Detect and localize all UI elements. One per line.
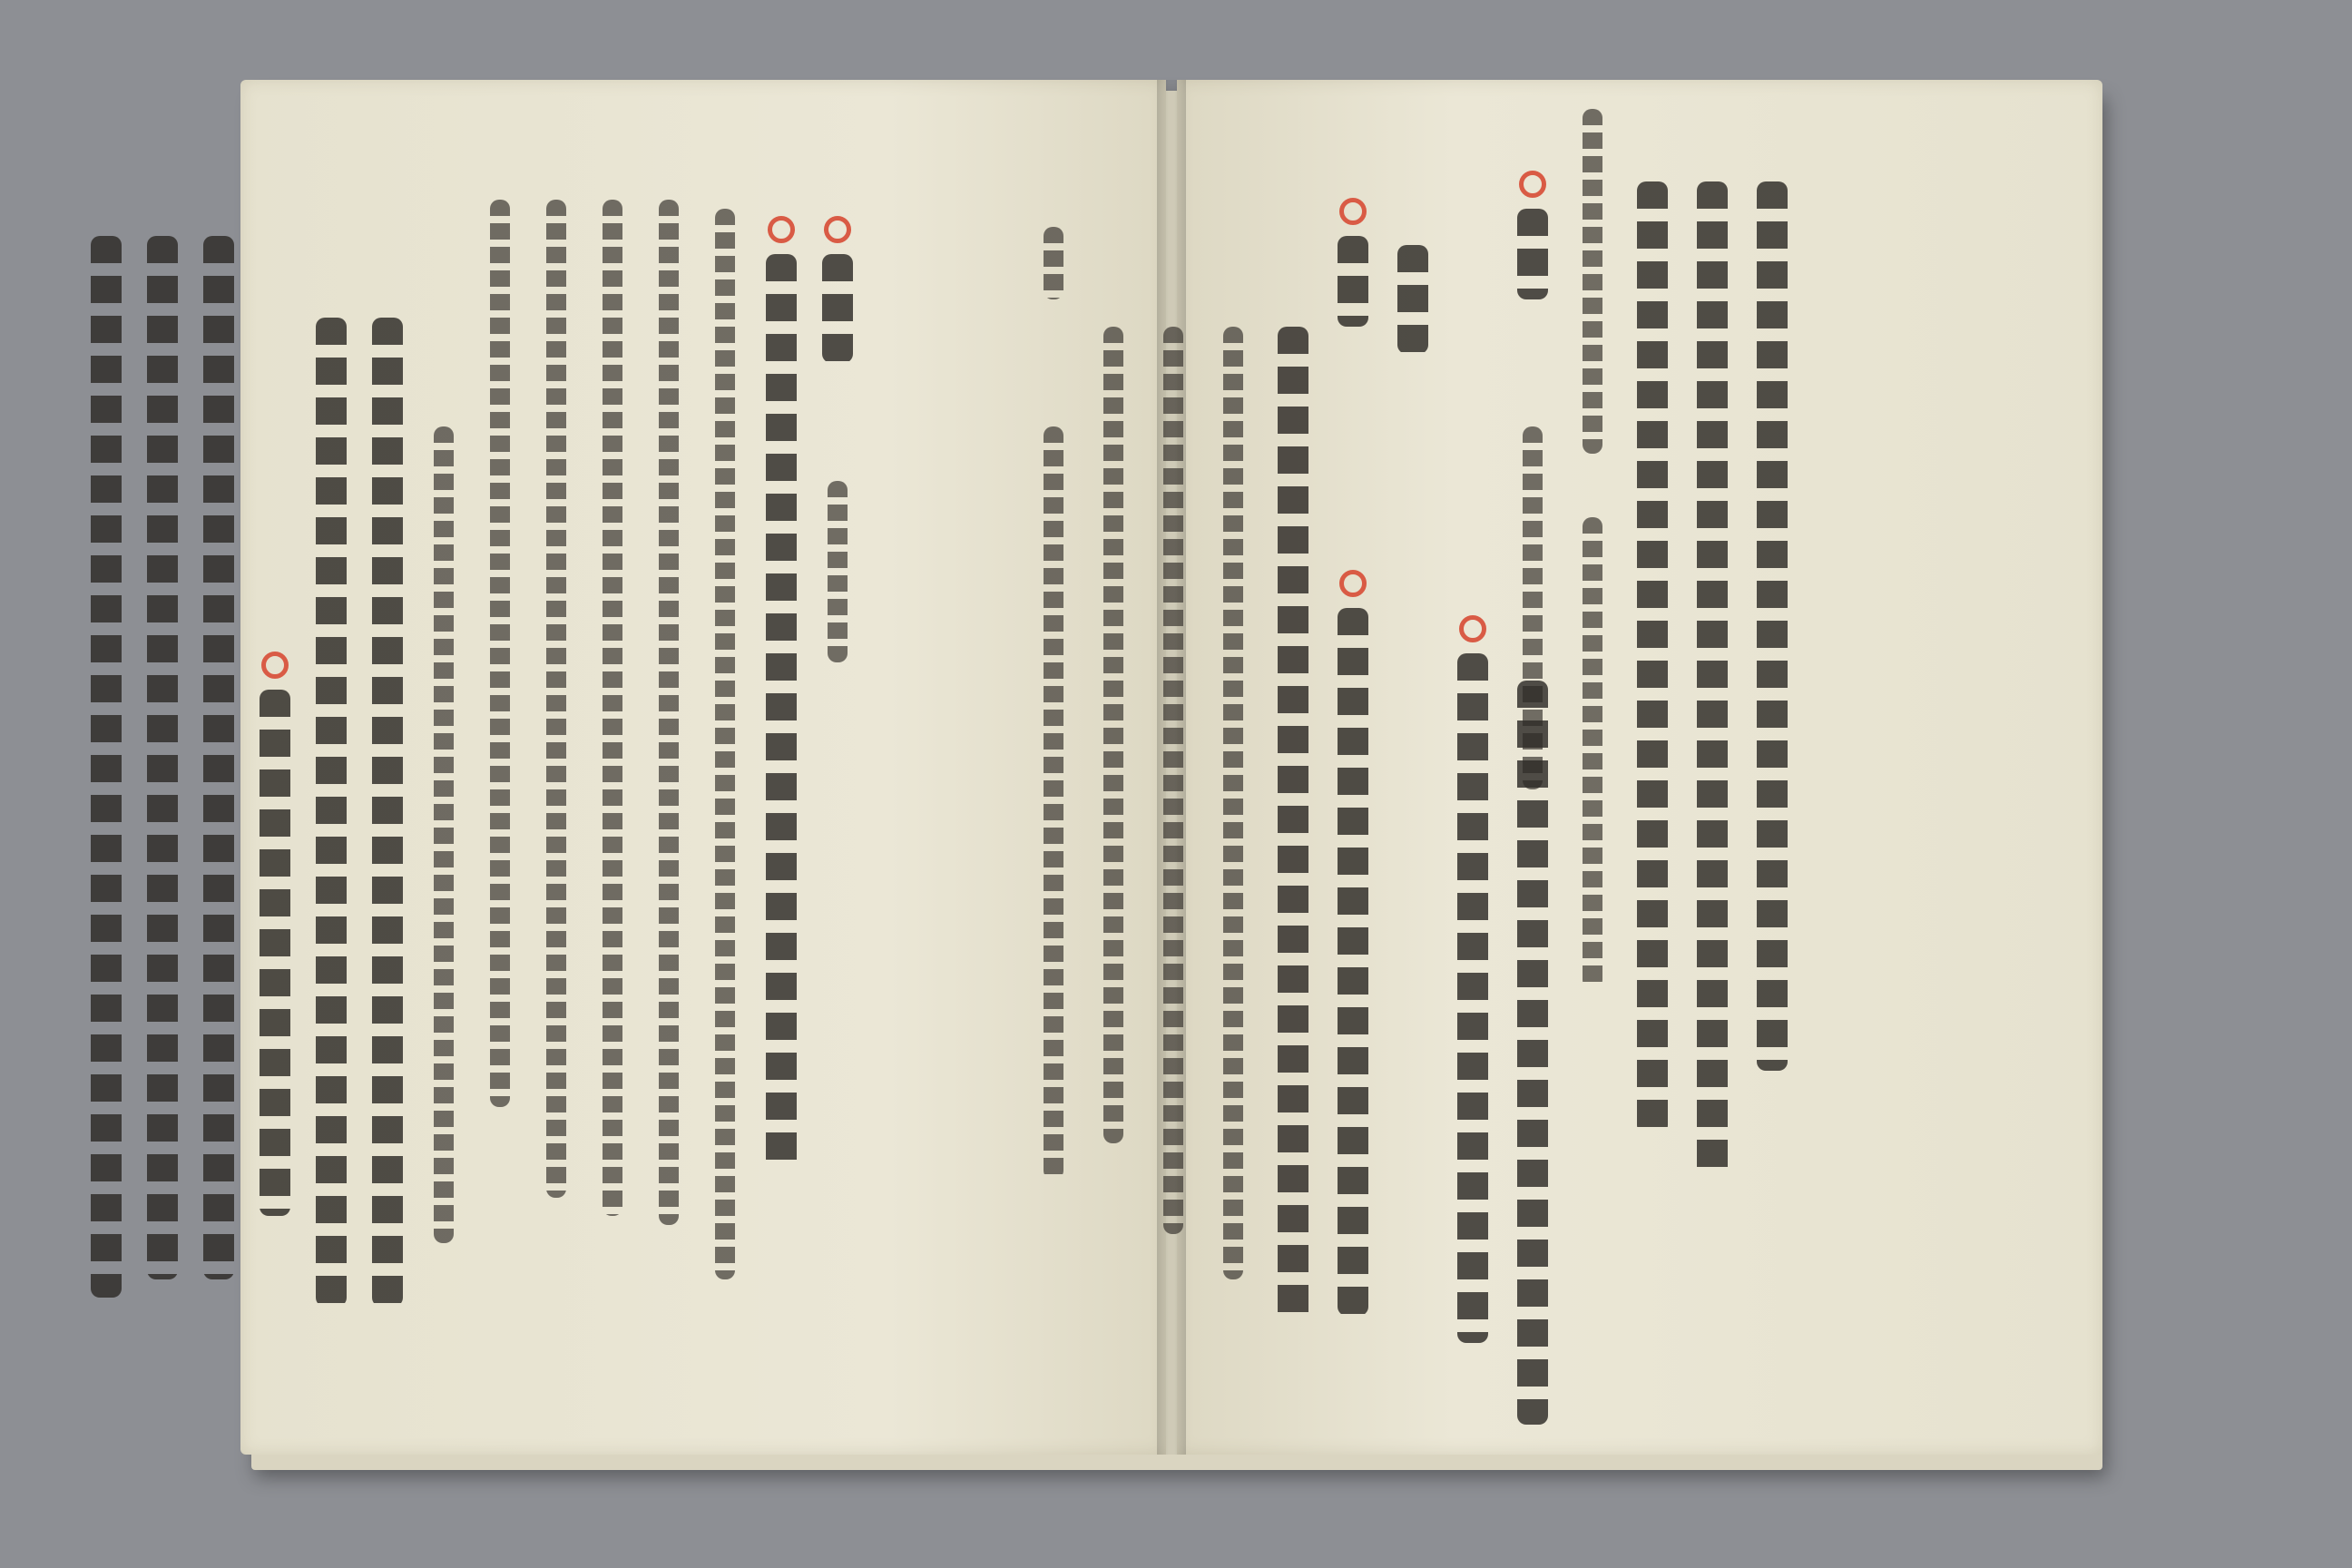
kaisho-ink: [1757, 181, 1788, 1071]
cursive-ink: [1103, 327, 1123, 1143]
text-column: [1029, 100, 1078, 1279]
text-column: [1628, 100, 1677, 1279]
text-column: [532, 100, 581, 1279]
text-column: [82, 100, 131, 1279]
kaisho-ink: [766, 254, 797, 1171]
text-column: [307, 100, 356, 1279]
folio-number: [2030, 103, 2066, 166]
kaisho-ink: [1397, 245, 1428, 354]
kaisho-ink: [1338, 236, 1368, 327]
text-column: [363, 100, 412, 1279]
kaisho-ink: [1517, 209, 1548, 299]
text-column: [419, 100, 468, 1279]
text-column: [250, 100, 299, 1279]
kaisho-ink: [822, 254, 853, 363]
kaisho-ink: [316, 318, 347, 1307]
text-column: [1568, 100, 1617, 1279]
text-column: [194, 100, 243, 1279]
cursive-ink: [828, 481, 848, 662]
red-circle-mark: [768, 216, 795, 243]
cursive-ink: [659, 200, 679, 1225]
cursive-ink: [1583, 517, 1602, 989]
kaisho-ink: [260, 690, 290, 1216]
text-column: [138, 100, 187, 1279]
text-column: [1748, 100, 1797, 1279]
kaisho-ink: [91, 236, 122, 1298]
text-column: [1688, 100, 1737, 1279]
kaisho-ink: [1338, 608, 1368, 1316]
cursive-ink: [715, 209, 735, 1279]
kaisho-ink: [1517, 681, 1548, 1425]
cursive-ink: [1044, 227, 1063, 299]
cursive-ink: [1044, 426, 1063, 1180]
cursive-ink: [1583, 109, 1602, 454]
cursive-ink: [434, 426, 454, 1243]
red-circle-mark: [1339, 198, 1367, 225]
text-column: [588, 100, 637, 1279]
cursive-ink: [490, 200, 510, 1107]
red-circle-mark: [1459, 615, 1486, 642]
cursive-ink: [1163, 327, 1183, 1234]
kaisho-ink: [147, 236, 178, 1279]
kaisho-ink: [1697, 181, 1728, 1180]
text-column: [1269, 100, 1318, 1279]
kaisho-ink: [1278, 327, 1308, 1325]
text-column: [813, 100, 862, 1279]
cursive-ink: [603, 200, 622, 1216]
red-circle-mark: [261, 652, 289, 679]
text-column: [1089, 100, 1138, 1279]
kaisho-ink: [1637, 181, 1668, 1134]
text-column: [1508, 100, 1557, 1279]
text-column: [701, 100, 750, 1279]
red-circle-mark: [1519, 171, 1546, 198]
text-column: [757, 100, 806, 1279]
text-column: [475, 100, 524, 1279]
text-column: [1209, 100, 1258, 1279]
text-column: [1149, 100, 1198, 1279]
text-column: [1388, 100, 1437, 1279]
cursive-ink: [1223, 327, 1243, 1279]
kaisho-ink: [372, 318, 403, 1307]
red-circle-mark: [824, 216, 851, 243]
text-column: [1328, 100, 1377, 1279]
kaisho-ink: [1457, 653, 1488, 1343]
red-circle-mark: [1339, 570, 1367, 597]
text-column: [644, 100, 693, 1279]
right-page-text: [1016, 100, 1797, 1325]
text-column: [1448, 100, 1497, 1279]
kaisho-ink: [203, 236, 234, 1279]
cursive-ink: [546, 200, 566, 1198]
left-page-text: [82, 100, 862, 1325]
